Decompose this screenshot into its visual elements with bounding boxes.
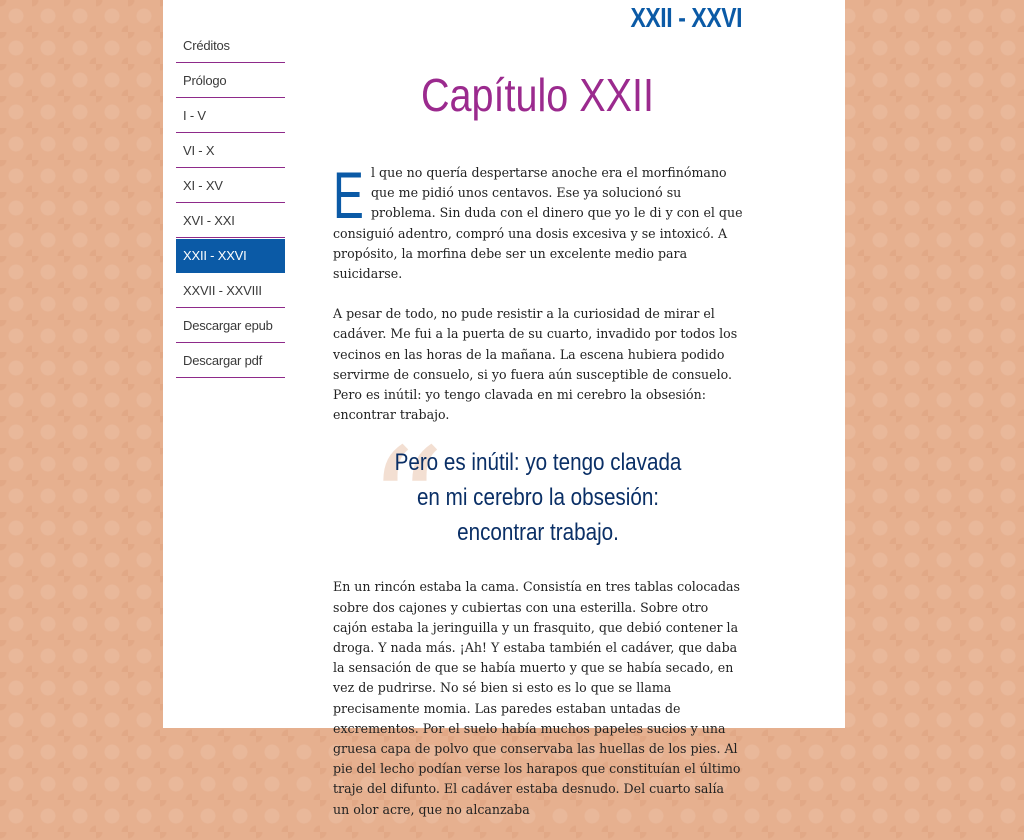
pull-quote bbox=[333, 417, 743, 592]
paragraph-1-text: l que no quería despertarse anoche era el morfinómano que me pidió unos centavos. Ese ya solucionó su problema. Sin duda con el dinero que yo le di y con el que consiguió adentro, compró una dosis excesiva y se intoxicó. A propósito, la morfina debe ser un excelente medio para suicidarse. bbox=[333, 165, 743, 282]
nav-item-xxvii-xxviii[interactable]: XXVII - XXVIII bbox=[176, 274, 285, 308]
section-range-title: XXII - XXVI bbox=[630, 2, 742, 33]
nav-item-xi-xv[interactable]: XI - XV bbox=[176, 169, 285, 203]
nav-item-download-pdf[interactable]: Descargar pdf bbox=[176, 344, 285, 378]
nav-item-xxii-xxvi[interactable]: XXII - XXVI bbox=[176, 239, 285, 273]
nav-item-prologo[interactable]: Prólogo bbox=[176, 64, 285, 98]
nav-item-creditos[interactable]: Créditos bbox=[176, 29, 285, 63]
paragraph-2: A pesar de todo, no pude resistir a la curiosidad de mirar el cadáver. Me fui a la puerta de su cuarto, invadido por todos los vecinos en las horas de la mañana. La escena hubiera podido servirme de consuelo, si yo fuera aún susceptible de consuelo. Pero es inútil: yo tengo clavada en mi cerebro la obsesión: encontrar trabajo. bbox=[333, 306, 738, 423]
nav-item-xvi-xxi[interactable]: XVI - XXI bbox=[176, 204, 285, 238]
pull-quote-text: Pero es inútil: yo tengo clavada en mi cerebro la obsesión: encontrar trabajo. bbox=[394, 449, 682, 547]
paragraph-3: En un rincón estaba la cama. Consistía en tres tablas colocadas sobre dos cajones y cubiertas con una esterilla. Sobre otro cajón estaba la jeringuilla y un frasquito, que debió contener la droga. Y nada más. ¡Ah! Y estaba también el cadáver, que daba la sensación de que se había muerto y que se había secado, en vez de pudrirse. No sé bien si esto es lo que se llama precisamente momia. Las paredes estaban untadas de excrementos. Por el suelo había muchos papeles sucios y una gruesa capa de polvo que conservaba las huellas de los pies. Al pie del lecho podían verse los harapos que constituían el último traje del difunto. El cadáver estaba desnudo. Del cuarto salía un olor acre, que no alcanzaba bbox=[333, 579, 741, 817]
drop-cap: E bbox=[333, 158, 364, 232]
paragraph-1 bbox=[333, 158, 743, 284]
page bbox=[163, 0, 845, 817]
nav-item-i-v[interactable]: I - V bbox=[176, 99, 285, 133]
nav-item-download-epub[interactable]: Descargar epub bbox=[176, 309, 285, 343]
chapter-title: Capítulo XXII bbox=[420, 69, 655, 121]
chapter-content bbox=[333, 158, 743, 840]
quote-mark-icon: “ bbox=[368, 417, 445, 592]
nav-item-vi-x[interactable]: VI - X bbox=[176, 134, 285, 168]
chapter-nav bbox=[176, 29, 285, 378]
